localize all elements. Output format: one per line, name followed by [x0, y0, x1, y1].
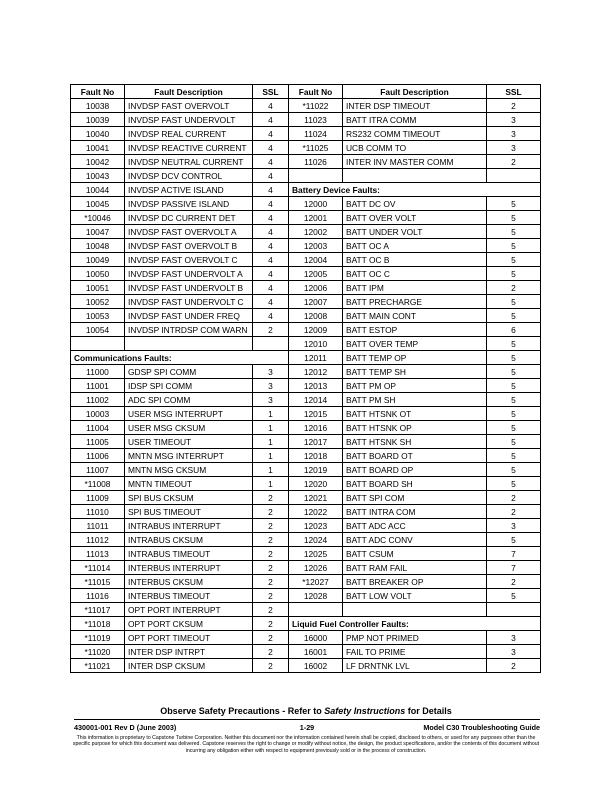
fault-ssl: 4 [253, 267, 289, 281]
fault-ssl: 2 [253, 561, 289, 575]
table-row [71, 421, 541, 435]
fault-number: 10053 [71, 309, 125, 323]
fault-description: BATT RAM FAIL [343, 561, 487, 575]
table-row [71, 295, 541, 309]
fault-description: PMP NOT PRIMED [343, 631, 487, 645]
table-row [71, 267, 541, 281]
fault-ssl: 2 [487, 281, 541, 295]
fault-ssl: 3 [487, 141, 541, 155]
fault-ssl: 4 [253, 99, 289, 113]
fault-number: 10003 [71, 407, 125, 421]
fault-description: LF DRNTNK LVL [343, 659, 487, 673]
fault-description: INVDSP INTRDSP COM WARN [125, 323, 253, 337]
section-heading: Liquid Fuel Controller Faults: [289, 617, 541, 631]
fault-description: MNTN MSG INTERRUPT [125, 449, 253, 463]
fault-number: 12022 [289, 505, 343, 519]
fault-description [125, 337, 253, 351]
fault-description: SPI BUS CKSUM [125, 491, 253, 505]
fault-description: RS232 COMM TIMEOUT [343, 127, 487, 141]
fault-description: BATT LOW VOLT [343, 589, 487, 603]
fault-number: 12012 [289, 365, 343, 379]
fault-ssl: 5 [487, 239, 541, 253]
fault-description: INVDSP DCV CONTROL [125, 169, 253, 183]
header-ssl-left: SSL [253, 85, 289, 99]
fault-number: 11002 [71, 393, 125, 407]
fault-ssl: 4 [253, 211, 289, 225]
fault-ssl: 5 [487, 407, 541, 421]
fault-number: *10046 [71, 211, 125, 225]
fault-description: BATT OC C [343, 267, 487, 281]
table-row [71, 463, 541, 477]
fault-ssl: 3 [487, 519, 541, 533]
table-row [71, 197, 541, 211]
fault-description: USER MSG INTERRUPT [125, 407, 253, 421]
fault-description: BATT OC A [343, 239, 487, 253]
safety-notice-title [0, 706, 612, 716]
fault-number: *11025 [289, 141, 343, 155]
safety-notice-italic: Safety Instructions [324, 706, 406, 716]
fault-number: 11005 [71, 435, 125, 449]
proprietary-notice: This information is proprietary to Capstone Turbine Corporation. Neither this document nor the information contained herein shall be copied, disclosed to others, or used for any purposes other than the specific purpose for which this document was delivered. Capstone reserves the right to change or modify without notice, the design, the product specifications, and/or the contents of this document without incurring any obligation either with respect to equipment previously sold or in the process of construction. [72, 735, 540, 754]
fault-description: OPT PORT TIMEOUT [125, 631, 253, 645]
fault-ssl: 5 [487, 463, 541, 477]
fault-ssl: 3 [487, 113, 541, 127]
fault-number: 11009 [71, 491, 125, 505]
fault-ssl: 4 [253, 113, 289, 127]
fault-ssl: 2 [253, 617, 289, 631]
fault-number: 11010 [71, 505, 125, 519]
fault-number: 12021 [289, 491, 343, 505]
table-row [71, 435, 541, 449]
fault-description: BATT BOARD OT [343, 449, 487, 463]
fault-number: 12008 [289, 309, 343, 323]
fault-number: 12028 [289, 589, 343, 603]
table-row [71, 547, 541, 561]
fault-description: INTER DSP CKSUM [125, 659, 253, 673]
header-fault-description-right: Fault Description [343, 85, 487, 99]
fault-description: INVDSP DC CURRENT DET [125, 211, 253, 225]
fault-ssl: 5 [487, 477, 541, 491]
fault-number: 12005 [289, 267, 343, 281]
fault-description: INTERBUS INTERRUPT [125, 561, 253, 575]
table-row [71, 379, 541, 393]
table-row [71, 183, 541, 197]
fault-number [289, 169, 343, 183]
fault-ssl: 2 [253, 631, 289, 645]
table-row [71, 533, 541, 547]
fault-number: 12015 [289, 407, 343, 421]
table-row [71, 631, 541, 645]
fault-description [343, 603, 487, 617]
fault-ssl: 4 [253, 309, 289, 323]
fault-number: 12009 [289, 323, 343, 337]
header-ssl-right: SSL [487, 85, 541, 99]
fault-description: BATT MAIN CONT [343, 309, 487, 323]
fault-description: BATT OVER TEMP [343, 337, 487, 351]
table-row [71, 589, 541, 603]
fault-table [70, 84, 541, 673]
table-row [71, 281, 541, 295]
fault-number: 11026 [289, 155, 343, 169]
fault-description: INVDSP FAST UNDERVOLT C [125, 295, 253, 309]
fault-number: 12010 [289, 337, 343, 351]
fault-description [343, 169, 487, 183]
fault-number: 12013 [289, 379, 343, 393]
fault-number [71, 337, 125, 351]
fault-description: INTRABUS TIMEOUT [125, 547, 253, 561]
fault-ssl: 3 [253, 379, 289, 393]
table-row [71, 309, 541, 323]
fault-number: 10047 [71, 225, 125, 239]
safety-notice-prefix: Observe Safety Precautions - Refer to [160, 706, 325, 716]
fault-number: 10051 [71, 281, 125, 295]
safety-notice-suffix: for Details [405, 706, 452, 716]
fault-description: GDSP SPI COMM [125, 365, 253, 379]
fault-description: BATT DC OV [343, 197, 487, 211]
fault-description: INTRABUS CKSUM [125, 533, 253, 547]
fault-ssl: 2 [253, 519, 289, 533]
fault-number: 12001 [289, 211, 343, 225]
fault-description: BATT BOARD OP [343, 463, 487, 477]
fault-description: BATT UNDER VOLT [343, 225, 487, 239]
fault-description: BATT HTSNK OP [343, 421, 487, 435]
table-header-row [71, 85, 541, 99]
table-row [71, 141, 541, 155]
table-row [71, 253, 541, 267]
fault-number: 12016 [289, 421, 343, 435]
fault-description: BATT HTSNK SH [343, 435, 487, 449]
fault-description: INTER INV MASTER COMM [343, 155, 487, 169]
fault-number: 16001 [289, 645, 343, 659]
fault-ssl: 1 [253, 435, 289, 449]
fault-ssl: 2 [487, 575, 541, 589]
header-fault-description-left: Fault Description [125, 85, 253, 99]
fault-number: 12019 [289, 463, 343, 477]
fault-number: 11001 [71, 379, 125, 393]
fault-description: INTER DSP INTRPT [125, 645, 253, 659]
fault-ssl: 2 [253, 505, 289, 519]
fault-description: BATT ADC CONV [343, 533, 487, 547]
fault-description: BATT INTRA COM [343, 505, 487, 519]
fault-description: BATT TEMP SH [343, 365, 487, 379]
fault-description: BATT PRECHARGE [343, 295, 487, 309]
fault-description: BATT PM SH [343, 393, 487, 407]
fault-number: 16002 [289, 659, 343, 673]
fault-description: OPT PORT INTERRUPT [125, 603, 253, 617]
fault-ssl: 6 [487, 323, 541, 337]
table-row [71, 449, 541, 463]
fault-description: INVDSP FAST UNDERVOLT B [125, 281, 253, 295]
fault-description: INVDSP FAST OVERVOLT C [125, 253, 253, 267]
fault-description: INVDSP FAST OVERVOLT A [125, 225, 253, 239]
fault-description: BATT BREAKER OP [343, 575, 487, 589]
fault-description: BATT PM OP [343, 379, 487, 393]
fault-ssl: 4 [253, 141, 289, 155]
fault-number: 11007 [71, 463, 125, 477]
fault-description: INTERBUS CKSUM [125, 575, 253, 589]
fault-ssl: 2 [487, 505, 541, 519]
table-row [71, 477, 541, 491]
fault-ssl: 3 [487, 645, 541, 659]
fault-number: 12020 [289, 477, 343, 491]
fault-number: 11024 [289, 127, 343, 141]
fault-number: 12023 [289, 519, 343, 533]
table-row [71, 365, 541, 379]
fault-description: BATT HTSNK OT [343, 407, 487, 421]
fault-description: INTERBUS TIMEOUT [125, 589, 253, 603]
fault-description: INVDSP FAST OVERVOLT [125, 99, 253, 113]
fault-description: BATT TEMP OP [343, 351, 487, 365]
table-row [71, 519, 541, 533]
fault-number: 12024 [289, 533, 343, 547]
fault-ssl: 5 [487, 351, 541, 365]
fault-description: INVDSP REAL CURRENT [125, 127, 253, 141]
table-row [71, 393, 541, 407]
fault-ssl: 5 [487, 379, 541, 393]
fault-table-body [71, 99, 541, 673]
fault-description: INVDSP REACTIVE CURRENT [125, 141, 253, 155]
fault-description: INVDSP FAST UNDERVOLT [125, 113, 253, 127]
table-row [71, 659, 541, 673]
fault-number: 10038 [71, 99, 125, 113]
section-heading: Communications Faults: [71, 351, 289, 365]
fault-number: *11020 [71, 645, 125, 659]
fault-number: 12014 [289, 393, 343, 407]
fault-number: 10043 [71, 169, 125, 183]
fault-number: *12027 [289, 575, 343, 589]
fault-number: 11006 [71, 449, 125, 463]
fault-number: 11013 [71, 547, 125, 561]
fault-number: 16000 [289, 631, 343, 645]
fault-ssl: 5 [487, 589, 541, 603]
fault-number: 10048 [71, 239, 125, 253]
fault-description: INVDSP PASSIVE ISLAND [125, 197, 253, 211]
fault-number: 10041 [71, 141, 125, 155]
table-row [71, 169, 541, 183]
fault-description: INTER DSP TIMEOUT [343, 99, 487, 113]
fault-description: BATT ESTOP [343, 323, 487, 337]
table-row [71, 617, 541, 631]
fault-description: INVDSP NEUTRAL CURRENT [125, 155, 253, 169]
fault-ssl: 2 [253, 645, 289, 659]
fault-ssl: 5 [487, 295, 541, 309]
table-row [71, 645, 541, 659]
fault-number [289, 603, 343, 617]
fault-number: 11004 [71, 421, 125, 435]
fault-ssl: 5 [487, 533, 541, 547]
fault-description: IDSP SPI COMM [125, 379, 253, 393]
fault-number: 10054 [71, 323, 125, 337]
fault-description: BATT ADC ACC [343, 519, 487, 533]
table-row [71, 575, 541, 589]
fault-description: BATT OVER VOLT [343, 211, 487, 225]
fault-ssl: 2 [487, 491, 541, 505]
fault-description: INVDSP ACTIVE ISLAND [125, 183, 253, 197]
fault-ssl: 2 [253, 659, 289, 673]
fault-number: 12007 [289, 295, 343, 309]
fault-number: 11023 [289, 113, 343, 127]
fault-ssl: 2 [253, 575, 289, 589]
fault-ssl: 1 [253, 449, 289, 463]
fault-ssl: 2 [253, 589, 289, 603]
fault-ssl: 4 [253, 183, 289, 197]
table-row [71, 99, 541, 113]
fault-description: INVDSP FAST UNDERVOLT A [125, 267, 253, 281]
fault-ssl: 5 [487, 225, 541, 239]
fault-description: USER MSG CKSUM [125, 421, 253, 435]
fault-number: 12002 [289, 225, 343, 239]
fault-ssl: 5 [487, 197, 541, 211]
fault-number: *11022 [289, 99, 343, 113]
fault-number: 11011 [71, 519, 125, 533]
fault-ssl: 2 [253, 533, 289, 547]
fault-number: *11015 [71, 575, 125, 589]
fault-number: 10042 [71, 155, 125, 169]
fault-ssl: 4 [253, 239, 289, 253]
fault-ssl: 7 [487, 547, 541, 561]
fault-number: 12003 [289, 239, 343, 253]
fault-description: OPT PORT CKSUM [125, 617, 253, 631]
fault-description: BATT IPM [343, 281, 487, 295]
fault-ssl: 3 [253, 365, 289, 379]
fault-description: MNTN TIMEOUT [125, 477, 253, 491]
table-row [71, 113, 541, 127]
fault-ssl: 1 [253, 463, 289, 477]
fault-ssl: 1 [253, 421, 289, 435]
table-row [71, 155, 541, 169]
fault-ssl: 2 [253, 323, 289, 337]
fault-number: 12004 [289, 253, 343, 267]
fault-number: 12006 [289, 281, 343, 295]
fault-ssl: 5 [487, 211, 541, 225]
fault-ssl: 3 [487, 631, 541, 645]
fault-number: 12011 [289, 351, 343, 365]
table-row [71, 351, 541, 365]
table-row [71, 505, 541, 519]
fault-description: USER TIMEOUT [125, 435, 253, 449]
fault-number: *11017 [71, 603, 125, 617]
fault-ssl: 4 [253, 197, 289, 211]
fault-number: 10050 [71, 267, 125, 281]
fault-number: 10039 [71, 113, 125, 127]
fault-ssl: 2 [253, 491, 289, 505]
fault-ssl: 2 [487, 155, 541, 169]
fault-ssl: 4 [253, 281, 289, 295]
table-row [71, 127, 541, 141]
fault-ssl: 5 [487, 421, 541, 435]
fault-ssl: 5 [487, 253, 541, 267]
fault-description: MNTN MSG CKSUM [125, 463, 253, 477]
fault-ssl: 5 [487, 393, 541, 407]
fault-description: INTRABUS INTERRUPT [125, 519, 253, 533]
fault-ssl: 5 [487, 435, 541, 449]
fault-ssl [253, 337, 289, 351]
fault-ssl: 2 [253, 603, 289, 617]
fault-number: *11018 [71, 617, 125, 631]
fault-ssl: 5 [487, 449, 541, 463]
fault-number: 11016 [71, 589, 125, 603]
fault-ssl: 4 [253, 295, 289, 309]
fault-number: 12018 [289, 449, 343, 463]
fault-ssl: 4 [253, 169, 289, 183]
fault-ssl: 4 [253, 155, 289, 169]
fault-number: *11019 [71, 631, 125, 645]
fault-description: INVDSP FAST OVERVOLT B [125, 239, 253, 253]
header-fault-no-right: Fault No [289, 85, 343, 99]
fault-number: *11021 [71, 659, 125, 673]
table-row [71, 337, 541, 351]
table-row [71, 407, 541, 421]
fault-ssl: 7 [487, 561, 541, 575]
fault-ssl: 3 [487, 127, 541, 141]
fault-ssl: 5 [487, 309, 541, 323]
fault-number: 11000 [71, 365, 125, 379]
fault-number: 10052 [71, 295, 125, 309]
fault-ssl: 5 [487, 267, 541, 281]
fault-number: 10045 [71, 197, 125, 211]
fault-number: 12000 [289, 197, 343, 211]
fault-ssl: 4 [253, 127, 289, 141]
fault-number: *11014 [71, 561, 125, 575]
fault-ssl: 5 [487, 337, 541, 351]
fault-description: BATT CSUM [343, 547, 487, 561]
fault-description: FAIL TO PRIME [343, 645, 487, 659]
fault-number: 10040 [71, 127, 125, 141]
fault-ssl: 1 [253, 477, 289, 491]
fault-number: 10044 [71, 183, 125, 197]
fault-number: *11008 [71, 477, 125, 491]
table-row [71, 239, 541, 253]
table-row [71, 491, 541, 505]
section-heading: Battery Device Faults: [289, 183, 541, 197]
footer-divider [74, 719, 540, 720]
table-row [71, 603, 541, 617]
fault-ssl: 2 [487, 659, 541, 673]
header-fault-no-left: Fault No [71, 85, 125, 99]
guide-title: Model C30 Troubleshooting Guide [423, 723, 540, 732]
fault-description: INVDSP FAST UNDER FREQ [125, 309, 253, 323]
fault-ssl: 3 [253, 393, 289, 407]
fault-ssl: 5 [487, 365, 541, 379]
fault-number: 10049 [71, 253, 125, 267]
fault-description: SPI BUS TIMEOUT [125, 505, 253, 519]
fault-number: 11012 [71, 533, 125, 547]
fault-description: BATT BOARD SH [343, 477, 487, 491]
table-row [71, 561, 541, 575]
fault-ssl [487, 169, 541, 183]
document-id: 430001-001 Rev D (June 2003) [74, 723, 177, 732]
fault-ssl: 2 [487, 99, 541, 113]
page-number: 1-29 [299, 723, 315, 732]
table-row [71, 323, 541, 337]
fault-description: BATT OC B [343, 253, 487, 267]
fault-ssl: 1 [253, 407, 289, 421]
fault-ssl [487, 603, 541, 617]
fault-description: BATT ITRA COMM [343, 113, 487, 127]
fault-ssl: 4 [253, 253, 289, 267]
fault-number: 12025 [289, 547, 343, 561]
fault-description: BATT SPI COM [343, 491, 487, 505]
fault-description: UCB COMM TO [343, 141, 487, 155]
fault-number: 12017 [289, 435, 343, 449]
table-row [71, 225, 541, 239]
fault-description: ADC SPI COMM [125, 393, 253, 407]
fault-ssl: 4 [253, 225, 289, 239]
fault-number: 12026 [289, 561, 343, 575]
fault-ssl: 2 [253, 547, 289, 561]
table-row [71, 211, 541, 225]
